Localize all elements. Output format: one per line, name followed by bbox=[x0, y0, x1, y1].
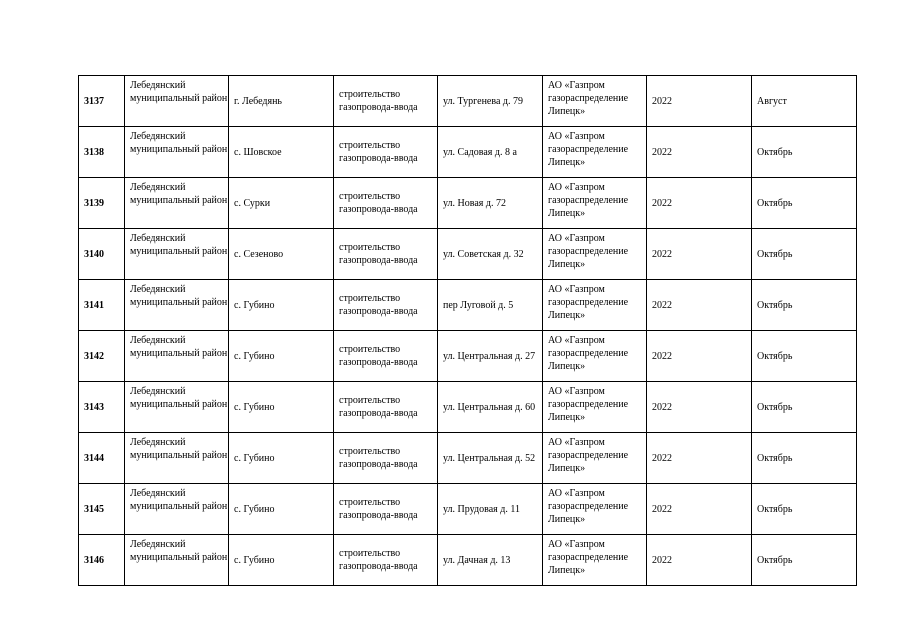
work-type-cell: строительство газопровода-ввода bbox=[334, 280, 438, 331]
row-number-cell: 3145 bbox=[79, 484, 125, 535]
district-cell: Лебедянский муниципальный район bbox=[125, 178, 229, 229]
address-cell: ул. Тургенева д. 79 bbox=[438, 76, 543, 127]
month-cell: Октябрь bbox=[752, 433, 857, 484]
table-row bbox=[79, 229, 857, 280]
locality-cell: с. Губино bbox=[229, 382, 334, 433]
table-row bbox=[79, 331, 857, 382]
work-type-cell: строительство газопровода-ввода bbox=[334, 229, 438, 280]
locality-cell: с. Сурки bbox=[229, 178, 334, 229]
month-cell: Октябрь bbox=[752, 331, 857, 382]
district-cell: Лебедянский муниципальный район bbox=[125, 229, 229, 280]
year-cell: 2022 bbox=[647, 178, 752, 229]
year-cell: 2022 bbox=[647, 535, 752, 586]
year-cell: 2022 bbox=[647, 484, 752, 535]
locality-cell: с. Губино bbox=[229, 484, 334, 535]
address-cell: пер Луговой д. 5 bbox=[438, 280, 543, 331]
year-cell: 2022 bbox=[647, 127, 752, 178]
district-cell: Лебедянский муниципальный район bbox=[125, 76, 229, 127]
work-type-cell: строительство газопровода-ввода bbox=[334, 382, 438, 433]
district-cell: Лебедянский муниципальный район bbox=[125, 535, 229, 586]
organization-cell: АО «Газпром газораспределение Липецк» bbox=[543, 331, 647, 382]
address-cell: ул. Советская д. 32 bbox=[438, 229, 543, 280]
table-row bbox=[79, 382, 857, 433]
row-number-cell: 3140 bbox=[79, 229, 125, 280]
address-cell: ул. Новая д. 72 bbox=[438, 178, 543, 229]
work-type-cell: строительство газопровода-ввода bbox=[334, 535, 438, 586]
month-cell: Октябрь bbox=[752, 382, 857, 433]
locality-cell: с. Губино bbox=[229, 331, 334, 382]
month-cell: Октябрь bbox=[752, 484, 857, 535]
organization-cell: АО «Газпром газораспределение Липецк» bbox=[543, 484, 647, 535]
table-row bbox=[79, 178, 857, 229]
month-cell: Октябрь bbox=[752, 178, 857, 229]
table-row bbox=[79, 76, 857, 127]
organization-cell: АО «Газпром газораспределение Липецк» bbox=[543, 127, 647, 178]
gas-works-table bbox=[78, 75, 857, 586]
row-number-cell: 3141 bbox=[79, 280, 125, 331]
table-row bbox=[79, 484, 857, 535]
row-number-cell: 3139 bbox=[79, 178, 125, 229]
table-row bbox=[79, 433, 857, 484]
address-cell: ул. Центральная д. 52 bbox=[438, 433, 543, 484]
address-cell: ул. Прудовая д. 11 bbox=[438, 484, 543, 535]
row-number-cell: 3138 bbox=[79, 127, 125, 178]
work-type-cell: строительство газопровода-ввода bbox=[334, 331, 438, 382]
row-number-cell: 3144 bbox=[79, 433, 125, 484]
locality-cell: с. Губино bbox=[229, 280, 334, 331]
year-cell: 2022 bbox=[647, 433, 752, 484]
organization-cell: АО «Газпром газораспределение Липецк» bbox=[543, 535, 647, 586]
locality-cell: с. Шовское bbox=[229, 127, 334, 178]
row-number-cell: 3137 bbox=[79, 76, 125, 127]
work-type-cell: строительство газопровода-ввода bbox=[334, 433, 438, 484]
address-cell: ул. Дачная д. 13 bbox=[438, 535, 543, 586]
work-type-cell: строительство газопровода-ввода bbox=[334, 178, 438, 229]
year-cell: 2022 bbox=[647, 229, 752, 280]
district-cell: Лебедянский муниципальный район bbox=[125, 127, 229, 178]
organization-cell: АО «Газпром газораспределение Липецк» bbox=[543, 76, 647, 127]
month-cell: Август bbox=[752, 76, 857, 127]
work-type-cell: строительство газопровода-ввода bbox=[334, 76, 438, 127]
district-cell: Лебедянский муниципальный район bbox=[125, 280, 229, 331]
table-body bbox=[79, 76, 857, 586]
organization-cell: АО «Газпром газораспределение Липецк» bbox=[543, 178, 647, 229]
year-cell: 2022 bbox=[647, 280, 752, 331]
address-cell: ул. Садовая д. 8 а bbox=[438, 127, 543, 178]
locality-cell: с. Сезеново bbox=[229, 229, 334, 280]
work-type-cell: строительство газопровода-ввода bbox=[334, 484, 438, 535]
month-cell: Октябрь bbox=[752, 535, 857, 586]
organization-cell: АО «Газпром газораспределение Липецк» bbox=[543, 433, 647, 484]
month-cell: Октябрь bbox=[752, 229, 857, 280]
table-row bbox=[79, 127, 857, 178]
year-cell: 2022 bbox=[647, 331, 752, 382]
table-row bbox=[79, 535, 857, 586]
organization-cell: АО «Газпром газораспределение Липецк» bbox=[543, 229, 647, 280]
locality-cell: с. Губино bbox=[229, 433, 334, 484]
row-number-cell: 3146 bbox=[79, 535, 125, 586]
organization-cell: АО «Газпром газораспределение Липецк» bbox=[543, 280, 647, 331]
row-number-cell: 3143 bbox=[79, 382, 125, 433]
row-number-cell: 3142 bbox=[79, 331, 125, 382]
work-type-cell: строительство газопровода-ввода bbox=[334, 127, 438, 178]
table-row bbox=[79, 280, 857, 331]
district-cell: Лебедянский муниципальный район bbox=[125, 382, 229, 433]
month-cell: Октябрь bbox=[752, 127, 857, 178]
district-cell: Лебедянский муниципальный район bbox=[125, 484, 229, 535]
year-cell: 2022 bbox=[647, 76, 752, 127]
district-cell: Лебедянский муниципальный район bbox=[125, 331, 229, 382]
district-cell: Лебедянский муниципальный район bbox=[125, 433, 229, 484]
locality-cell: г. Лебедянь bbox=[229, 76, 334, 127]
month-cell: Октябрь bbox=[752, 280, 857, 331]
organization-cell: АО «Газпром газораспределение Липецк» bbox=[543, 382, 647, 433]
year-cell: 2022 bbox=[647, 382, 752, 433]
address-cell: ул. Центральная д. 27 bbox=[438, 331, 543, 382]
address-cell: ул. Центральная д. 60 bbox=[438, 382, 543, 433]
locality-cell: с. Губино bbox=[229, 535, 334, 586]
